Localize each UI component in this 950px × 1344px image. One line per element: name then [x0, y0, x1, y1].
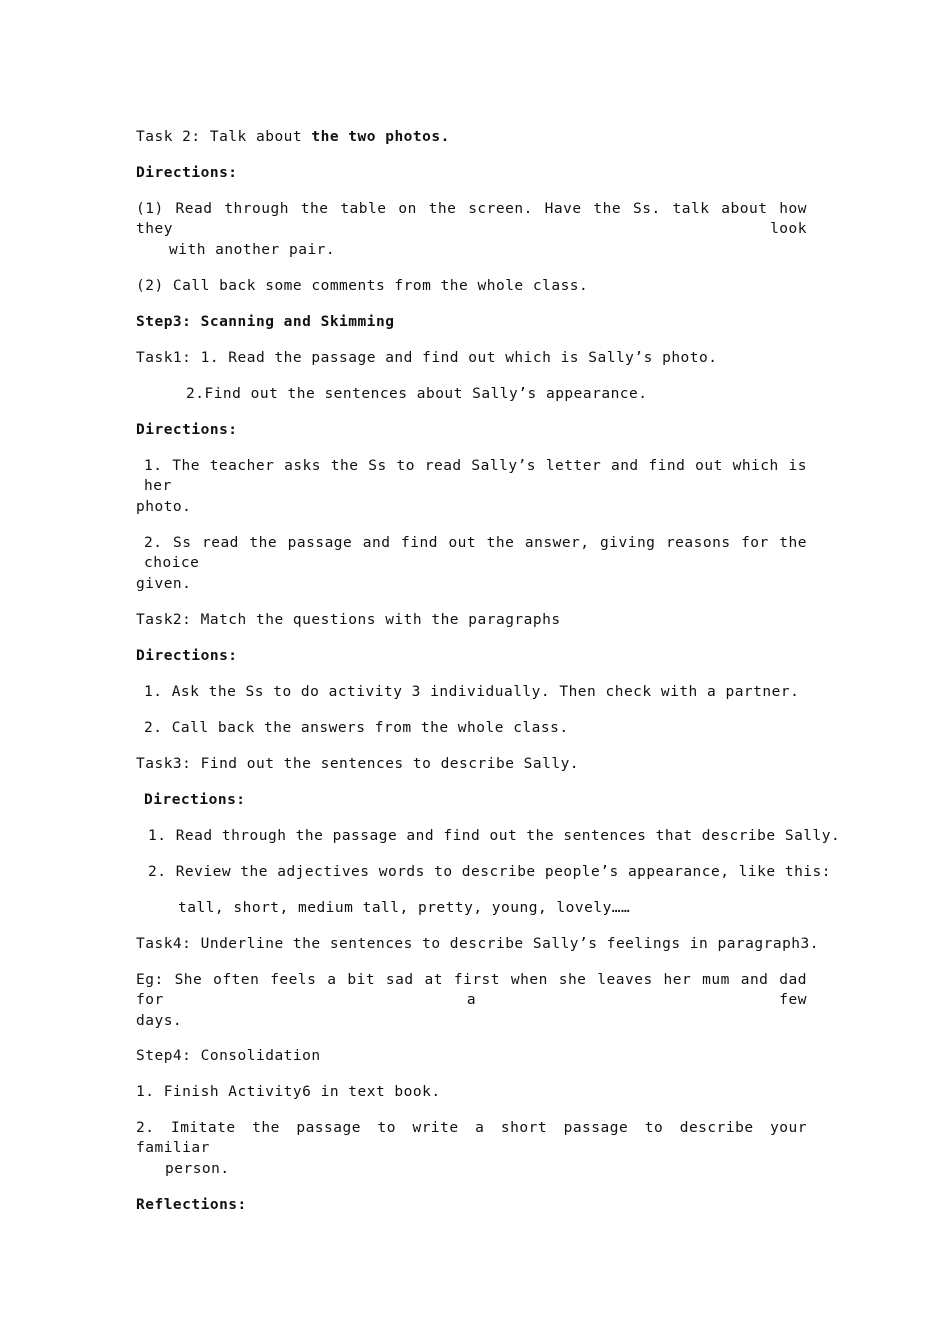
- step4-item1: 1. Finish Activity6 in text book.: [136, 1084, 441, 1100]
- directions-heading: Directions:: [136, 422, 238, 438]
- reflections-heading: Reflections:: [136, 1197, 247, 1213]
- step3-task1-line2: 2.Find out the sentences about Sally’s appearance.: [186, 386, 648, 402]
- step4-heading: Step4: Consolidation: [136, 1048, 321, 1064]
- task2-dir-item2: (2) Call back some comments from the whole class.: [136, 278, 589, 294]
- step3-task3: Task3: Find out the sentences to describe Sally.: [136, 756, 580, 772]
- step3-task4: Task4: Underline the sentences to describe Sally’s feelings in paragraph3.: [136, 936, 820, 952]
- task2-dir-item1-line1: (1) Read through the table on the screen. Have the Ss. talk about how they look: [136, 201, 807, 237]
- task2m-dir-item1: 1. Ask the Ss to do activity 3 individually. Then check with a partner.: [144, 684, 800, 700]
- step3-heading: Step3: Scanning and Skimming: [136, 314, 395, 330]
- task2-talk-bold: the two photos.: [311, 129, 450, 145]
- task2-talk-line: [136, 127, 807, 147]
- directions-heading: Directions:: [136, 165, 238, 181]
- task2m-dir-item2: 2. Call back the answers from the whole class.: [144, 720, 569, 736]
- step3-task1-line1: Task1: 1. Read the passage and find out which is Sally’s photo.: [136, 350, 718, 366]
- task3-dir-item1: 1. Read through the passage and find out the sentences that describe Sally.: [148, 828, 841, 844]
- task2-dir-item1-line2: with another pair.: [169, 242, 336, 258]
- example-line2: days.: [136, 1013, 183, 1029]
- step4-item2-line1: 2. Imitate the passage to write a short passage to describe your familiar: [136, 1120, 807, 1156]
- step4-item2-line2: person.: [165, 1161, 230, 1177]
- task3-dir-item2-cont: tall, short, medium tall, pretty, young, lovely……: [178, 900, 631, 916]
- task2-talk-prefix: Task 2: Talk about: [136, 129, 312, 145]
- task1-dir-item1-line1: 1. The teacher asks the Ss to read Sally’s letter and find out which is her: [144, 458, 807, 494]
- task1-dir-item1-line2: photo.: [136, 499, 192, 515]
- task3-dir-item2: 2. Review the adjectives words to describe people’s appearance, like this:: [148, 864, 832, 880]
- directions-heading: Directions:: [136, 648, 238, 664]
- task1-dir-item2-line2: given.: [136, 576, 192, 592]
- task1-dir-item2-line1: 2. Ss read the passage and find out the answer, giving reasons for the choice: [144, 535, 807, 571]
- step3-task2: Task2: Match the questions with the paragraphs: [136, 612, 561, 628]
- example-line1: Eg: She often feels a bit sad at first when she leaves her mum and dad for a few: [136, 972, 807, 1008]
- directions-heading: Directions:: [144, 792, 246, 808]
